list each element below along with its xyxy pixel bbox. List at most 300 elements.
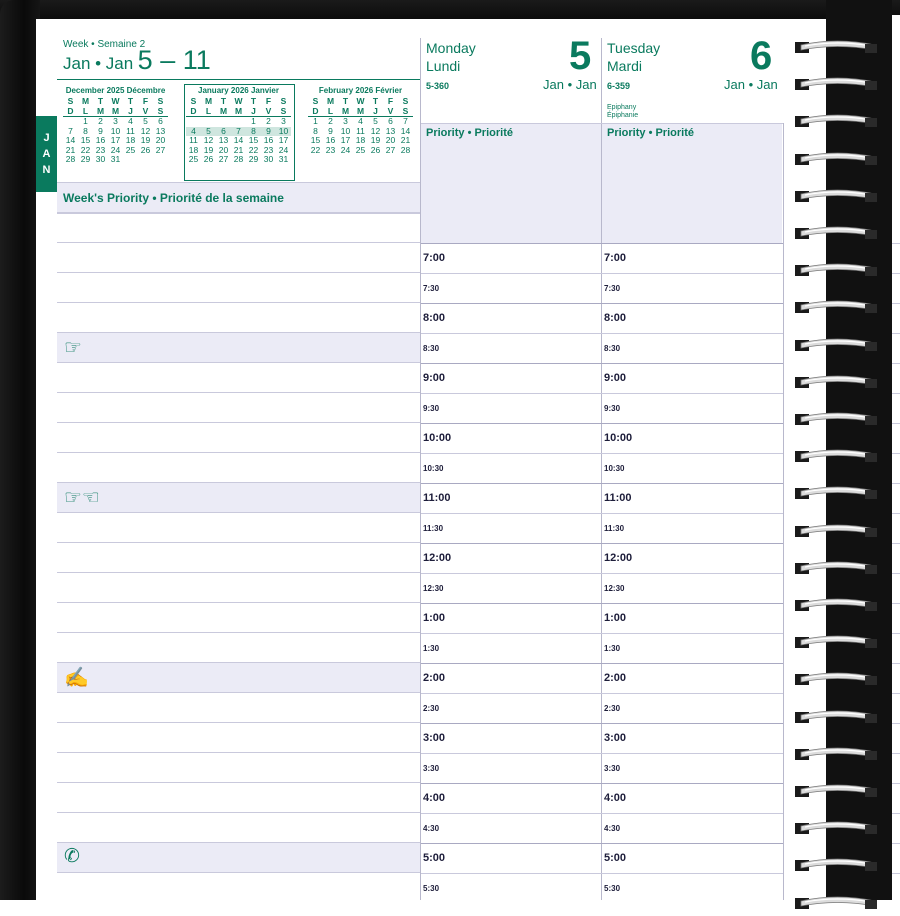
mini-calendar-cell: D [190, 105, 197, 116]
mini-calendar-date: 25 [188, 154, 199, 164]
mini-calendar-date: 21 [65, 144, 76, 155]
cover-top-edge [0, 0, 900, 20]
mini-calendar-cell: T [372, 96, 379, 106]
mini-calendar-week [63, 155, 168, 165]
section-band [57, 662, 420, 693]
mini-calendar-date: 9 [328, 125, 333, 136]
mini-calendar-date: 3 [281, 116, 286, 126]
time-slot-line [421, 453, 783, 454]
notes-line [57, 242, 420, 243]
spiral-coil [795, 299, 879, 315]
mini-calendar-date: 17 [278, 135, 289, 145]
mini-calendar-cell: S [402, 96, 409, 106]
mini-calendar-date: 9 [98, 125, 103, 136]
day-name-fr: Lundi [426, 58, 461, 74]
next-page-line [892, 843, 900, 844]
mini-calendar-row [63, 107, 168, 117]
mini-calendar-date: 24 [110, 144, 121, 155]
next-page-line [892, 633, 900, 634]
mini-calendar-date: 23 [263, 144, 274, 155]
mini-calendar-date: 26 [203, 154, 214, 164]
mini-calendar-week [63, 117, 168, 127]
time-slot-label: 11:30 [604, 524, 625, 533]
notes-line [57, 422, 420, 423]
next-page-line [892, 333, 900, 334]
time-slot-label: 11:00 [423, 492, 451, 504]
time-slot-label: 1:30 [423, 644, 440, 653]
day-priority-label: Priority • Priorité [426, 127, 513, 139]
time-slot-label: 10:00 [604, 432, 633, 444]
next-page-line [892, 693, 900, 694]
spiral-coil [795, 188, 879, 204]
mini-calendar-date: 7 [403, 116, 408, 126]
mini-calendar-cell: M [111, 105, 120, 116]
spiral-coil [795, 895, 879, 911]
time-slot-label: 9:30 [423, 404, 440, 413]
mini-calendar-date: 10 [110, 125, 121, 136]
mini-calendar-date: 21 [233, 144, 244, 155]
day-number: 5 [569, 34, 592, 78]
time-slot-label: 5:00 [604, 852, 627, 864]
mini-calendar-date: 3 [113, 116, 118, 126]
time-slot-label: 10:30 [604, 464, 625, 473]
mini-calendar-week [308, 117, 413, 127]
day-name-en: Tuesday [607, 40, 661, 56]
mini-calendar-cell: M [341, 105, 350, 116]
mini-calendar-date: 25 [355, 144, 366, 155]
time-slot-label: 1:00 [423, 612, 446, 624]
current-month-box [184, 84, 295, 181]
time-slot-line [421, 243, 783, 244]
mini-calendar-cell: S [67, 96, 74, 106]
mini-calendar-cell: F [265, 96, 272, 106]
mini-calendar-date: 28 [65, 154, 76, 164]
mini-calendar-date: 31 [278, 154, 289, 164]
mini-calendar-cell: L [205, 105, 212, 116]
time-slot-label: 2:00 [423, 672, 446, 684]
mini-calendar-date: 3 [343, 116, 348, 126]
time-slot-label: 3:30 [423, 764, 440, 773]
mini-calendar-cell: J [373, 105, 378, 116]
spiral-coil [795, 113, 879, 129]
handshake-icon: ☞☜ [64, 487, 100, 509]
mini-calendar-date: 13 [385, 125, 396, 136]
mini-calendar-date: 27 [218, 154, 229, 164]
day-number: 6 [750, 34, 773, 78]
time-slot-label: 5:30 [423, 884, 440, 893]
mini-calendar-cell: J [251, 105, 256, 116]
time-slot-label: 12:00 [423, 552, 452, 564]
mini-calendar-cell: L [82, 105, 89, 116]
spiral-coil [795, 783, 879, 799]
spiral-coil [795, 225, 879, 241]
mini-calendar [308, 86, 413, 155]
time-slot-line [421, 363, 783, 364]
mini-calendar-date: 24 [278, 144, 289, 155]
mini-calendar [63, 86, 168, 165]
time-slot-line [421, 843, 783, 844]
time-slot-label: 5:00 [423, 852, 446, 864]
next-page-line [892, 603, 900, 604]
mini-calendar-date: 30 [95, 154, 106, 164]
mini-calendar-date: 2 [98, 116, 103, 126]
time-slot-label: 3:00 [423, 732, 446, 744]
mini-calendar-cell: S [402, 105, 409, 116]
time-slot-label: 7:00 [423, 252, 446, 264]
mini-calendar-date: 19 [140, 135, 151, 145]
time-slot-line [421, 663, 783, 664]
mini-calendar-date: 6 [158, 116, 163, 126]
weeks-priority-label: Week's Priority • Priorité de la semaine [63, 191, 284, 205]
mini-calendar-date: 5 [201, 127, 216, 137]
notes-line [57, 572, 420, 573]
mini-calendar-date: 16 [325, 135, 336, 145]
mini-calendar-cell: F [387, 96, 394, 106]
time-slot-label: 4:00 [604, 792, 627, 804]
next-page-line [892, 663, 900, 664]
time-slot-line [421, 573, 783, 574]
next-page-line [892, 303, 900, 304]
mini-calendar-cell: W [111, 96, 120, 106]
month-tab-letter: J [43, 132, 50, 144]
time-slot-line [421, 813, 783, 814]
week-range-days: 5 – 11 [137, 45, 211, 75]
notes-line [57, 302, 420, 303]
notes-line [57, 632, 420, 633]
spiral-coil [795, 485, 879, 501]
time-slot-label: 4:00 [423, 792, 446, 804]
spiral-coil [795, 523, 879, 539]
mini-calendar-date: 11 [356, 125, 365, 136]
next-page-line [892, 813, 900, 814]
mini-calendar-cell: S [157, 96, 164, 106]
mini-calendar-date: 5 [373, 116, 378, 126]
next-page-line [892, 483, 900, 484]
time-slot-line [421, 783, 783, 784]
mini-calendar-cell: M [204, 96, 213, 106]
time-slot-label: 7:00 [604, 252, 627, 264]
next-page-line [892, 783, 900, 784]
mini-calendar-date: 18 [125, 135, 136, 145]
next-page-line [892, 453, 900, 454]
time-slot-label: 2:00 [604, 672, 627, 684]
mini-calendar-date: 23 [325, 144, 336, 155]
time-slot-line [421, 603, 783, 604]
mini-calendar-cell: M [326, 96, 335, 106]
time-slot-label: 2:30 [423, 704, 440, 713]
mini-calendar-cell: S [280, 105, 287, 116]
mini-calendar-cell: V [142, 105, 149, 116]
time-slot-label: 12:00 [604, 552, 633, 564]
month-tab-letter: N [42, 164, 51, 176]
time-slot-label: 8:00 [604, 312, 627, 324]
mini-calendar-date: 27 [385, 144, 396, 155]
section-band [57, 482, 420, 513]
next-page-line [892, 513, 900, 514]
holiday-fr: Épiphanie [607, 112, 639, 119]
day-count: 5-360 [426, 81, 450, 91]
mini-calendar-date: 28 [400, 144, 411, 155]
mini-calendar-date: 26 [370, 144, 381, 155]
mini-calendar-date: 24 [340, 144, 351, 155]
holiday-en: Epiphany [607, 104, 637, 111]
mini-calendar-date: 8 [83, 125, 88, 136]
mini-calendar-date: 20 [218, 144, 229, 155]
time-slot-line [421, 393, 783, 394]
day-count: 6-359 [607, 81, 631, 91]
time-slot-line [421, 693, 783, 694]
mini-calendar-date: 28 [233, 154, 244, 164]
time-slot-label: 12:30 [604, 584, 625, 593]
mini-calendar-date: 21 [400, 135, 411, 145]
mini-calendar-cell: M [234, 105, 243, 116]
time-slot-line [421, 753, 783, 754]
next-page-line [892, 543, 900, 544]
day-header-rule [421, 123, 783, 124]
month-tab-jan[interactable] [36, 116, 57, 192]
cover-left-edge [0, 0, 40, 900]
spiral-coil [795, 411, 879, 427]
notes-line [57, 212, 420, 213]
time-slot-label: 5:30 [604, 884, 621, 893]
mini-calendar-date: 8 [313, 125, 318, 136]
mini-calendar-date: 20 [155, 135, 166, 145]
mini-calendar-title: February 2026 Février [318, 86, 403, 95]
time-slot-label: 1:00 [604, 612, 627, 624]
spiral-coil [795, 262, 879, 278]
time-slot-label: 1:30 [604, 644, 621, 653]
mini-calendar-date: 31 [110, 154, 121, 164]
header-rule [57, 79, 420, 80]
time-slot-line [421, 723, 783, 724]
next-page-line [892, 573, 900, 574]
mini-calendar-date: 7 [231, 127, 246, 137]
mini-calendar-date: 16 [95, 135, 106, 145]
time-slot-line [421, 873, 783, 874]
next-page-line [892, 423, 900, 424]
mini-calendar-date: 20 [385, 135, 396, 145]
mini-calendar-date: 22 [248, 144, 259, 155]
mini-calendar-date: 9 [261, 127, 276, 137]
mini-calendar-date: 12 [140, 125, 151, 136]
spiral-coil [795, 448, 879, 464]
day-month: Jan • Jan [543, 77, 597, 92]
time-slot-label: 7:30 [604, 284, 621, 293]
mini-calendar-date: 6 [388, 116, 393, 126]
section-band [57, 842, 420, 873]
mini-calendar-cell: W [234, 96, 243, 106]
time-slot-label: 8:00 [423, 312, 446, 324]
spiral-coil [795, 560, 879, 576]
mini-calendar-date: 30 [263, 154, 274, 164]
mini-calendar-date: 23 [95, 144, 106, 155]
mini-calendar-date: 18 [188, 144, 199, 155]
time-slot-label: 12:30 [423, 584, 444, 593]
notes-line [57, 452, 420, 453]
mini-calendar-title: January 2026 Janvier [198, 86, 279, 95]
telephone-icon: ✆ [64, 846, 80, 867]
time-slot-line [421, 633, 783, 634]
mini-calendar-date: 22 [80, 144, 91, 155]
mini-calendar-date: 1 [83, 116, 88, 126]
notes-line [57, 722, 420, 723]
time-slot-line [421, 543, 783, 544]
month-tab-letter: A [42, 148, 51, 160]
pointing-hand-icon: ☞ [64, 337, 82, 359]
mini-calendar-cell: M [96, 105, 105, 116]
spiral-coil [795, 39, 879, 55]
mini-calendar-date: 18 [355, 135, 366, 145]
mini-calendar-date: 14 [233, 135, 244, 145]
mini-calendar-cell: W [356, 96, 365, 106]
mini-calendar-date: 4 [186, 127, 201, 137]
time-slot-label: 9:00 [604, 372, 627, 384]
next-page-line [892, 873, 900, 874]
mini-calendar-date [63, 117, 78, 127]
next-page-line [892, 753, 900, 754]
mini-calendar-date: 11 [189, 135, 198, 145]
mini-calendar-week [308, 146, 413, 156]
mini-calendar-date: 27 [155, 144, 166, 155]
spiral-coil [795, 151, 879, 167]
mini-calendar-date [138, 155, 153, 165]
day-name-fr: Mardi [607, 58, 643, 74]
notes-line [57, 542, 420, 543]
time-slot-line [421, 303, 783, 304]
right-page-edge [892, 15, 900, 900]
time-slot-label: 8:30 [423, 344, 440, 353]
spiral-coil [795, 374, 879, 390]
mini-calendar-date: 15 [80, 135, 91, 145]
mini-calendar-date: 7 [68, 125, 73, 136]
notes-line [57, 392, 420, 393]
time-slot-line [421, 273, 783, 274]
next-page-line [892, 363, 900, 364]
day-month: Jan • Jan [724, 77, 778, 92]
time-slot-label: 11:00 [604, 492, 632, 504]
spiral-coil [795, 820, 879, 836]
next-page-line [892, 393, 900, 394]
mini-calendar-cell: F [142, 96, 149, 106]
mini-calendar-date: 8 [246, 127, 261, 137]
time-slot-label: 2:30 [604, 704, 621, 713]
time-slot-label: 3:30 [604, 764, 621, 773]
mini-calendar-cell: J [128, 105, 133, 116]
mini-calendar-date: 12 [370, 125, 381, 136]
mini-calendar-title: December 2025 Décembre [65, 86, 166, 95]
mini-calendar-date: 29 [80, 154, 91, 164]
mini-calendar-cell: V [265, 105, 272, 116]
time-slot-label: 11:30 [423, 524, 444, 533]
spiral-coil [795, 634, 879, 650]
spiral-coil [795, 76, 879, 92]
mini-calendar-cell: T [250, 96, 257, 106]
mini-calendar-date [123, 155, 138, 165]
mini-calendar-date: 26 [140, 144, 151, 155]
mini-calendar-date: 10 [276, 127, 291, 137]
time-slot-label: 10:00 [423, 432, 452, 444]
mini-calendar-cell: L [327, 105, 334, 116]
mini-calendar-cell: S [280, 96, 287, 106]
mini-calendar-date: 14 [65, 135, 76, 145]
day-priority-area[interactable] [602, 123, 782, 243]
time-slot-label: 8:30 [604, 344, 621, 353]
notes-line [57, 602, 420, 603]
day-name-en: Monday [426, 40, 476, 56]
mini-calendar-date: 19 [203, 144, 214, 155]
mini-calendar-date: 1 [313, 116, 318, 126]
mini-calendar-date: 1 [251, 116, 256, 126]
mini-calendar-date: 13 [155, 125, 166, 136]
mini-calendar-date: 15 [310, 135, 321, 145]
mini-calendar-date: 25 [125, 144, 136, 155]
time-slot-label: 7:30 [423, 284, 440, 293]
week-range-month: Jan • Jan [63, 54, 134, 73]
time-slot-label: 9:30 [604, 404, 621, 413]
mini-calendar-date: 4 [358, 116, 363, 126]
mini-calendar-date: 16 [263, 135, 274, 145]
spiral-coil [795, 746, 879, 762]
spiral-coil [795, 337, 879, 353]
mini-calendar-date: 13 [218, 135, 229, 145]
mini-calendar-cell: S [190, 96, 197, 106]
mini-calendar-cell: D [67, 105, 74, 116]
mini-calendar-date: 14 [400, 125, 411, 136]
mini-calendar-cell: D [312, 105, 319, 116]
day-priority-label: Priority • Priorité [607, 127, 694, 139]
mini-calendar-cell: V [387, 105, 394, 116]
column-divider [783, 123, 784, 900]
mini-calendar-cell: S [157, 105, 164, 116]
mini-calendar-date: 6 [216, 127, 231, 137]
time-slot-label: 4:30 [604, 824, 621, 833]
mini-calendar-date [153, 155, 168, 165]
mini-calendar-date: 17 [340, 135, 351, 145]
mini-calendar-date: 11 [126, 125, 135, 136]
mini-calendar-date: 29 [248, 154, 259, 164]
writing-hand-icon: ✍ [64, 667, 89, 689]
planner-page [36, 19, 826, 900]
mini-calendar-cell: M [356, 105, 365, 116]
day-priority-area[interactable] [421, 123, 601, 243]
notes-line [57, 812, 420, 813]
mini-calendar-date: 12 [203, 135, 214, 145]
next-page-line [892, 243, 900, 244]
next-page-line [892, 723, 900, 724]
mini-calendar-date: 10 [340, 125, 351, 136]
mini-calendar-cell: T [342, 96, 349, 106]
mini-calendar-date: 19 [370, 135, 381, 145]
time-slot-label: 4:30 [423, 824, 440, 833]
mini-calendar-cell: S [312, 96, 319, 106]
time-slot-line [421, 423, 783, 424]
mini-calendar-date: 5 [143, 116, 148, 126]
week-number: Week • Semaine 2 [63, 39, 146, 50]
mini-calendar-cell: M [219, 105, 228, 116]
notes-line [57, 752, 420, 753]
mini-calendar-date: 2 [266, 116, 271, 126]
mini-calendar-date: 22 [310, 144, 321, 155]
next-page-line [892, 273, 900, 274]
time-slot-line [421, 483, 783, 484]
time-slot-line [421, 333, 783, 334]
mini-calendar-cell: M [81, 96, 90, 106]
spiral-coil [795, 597, 879, 613]
time-slot-label: 10:30 [423, 464, 444, 473]
time-slot-line [421, 513, 783, 514]
week-range [63, 45, 211, 76]
time-slot-label: 3:00 [604, 732, 627, 744]
